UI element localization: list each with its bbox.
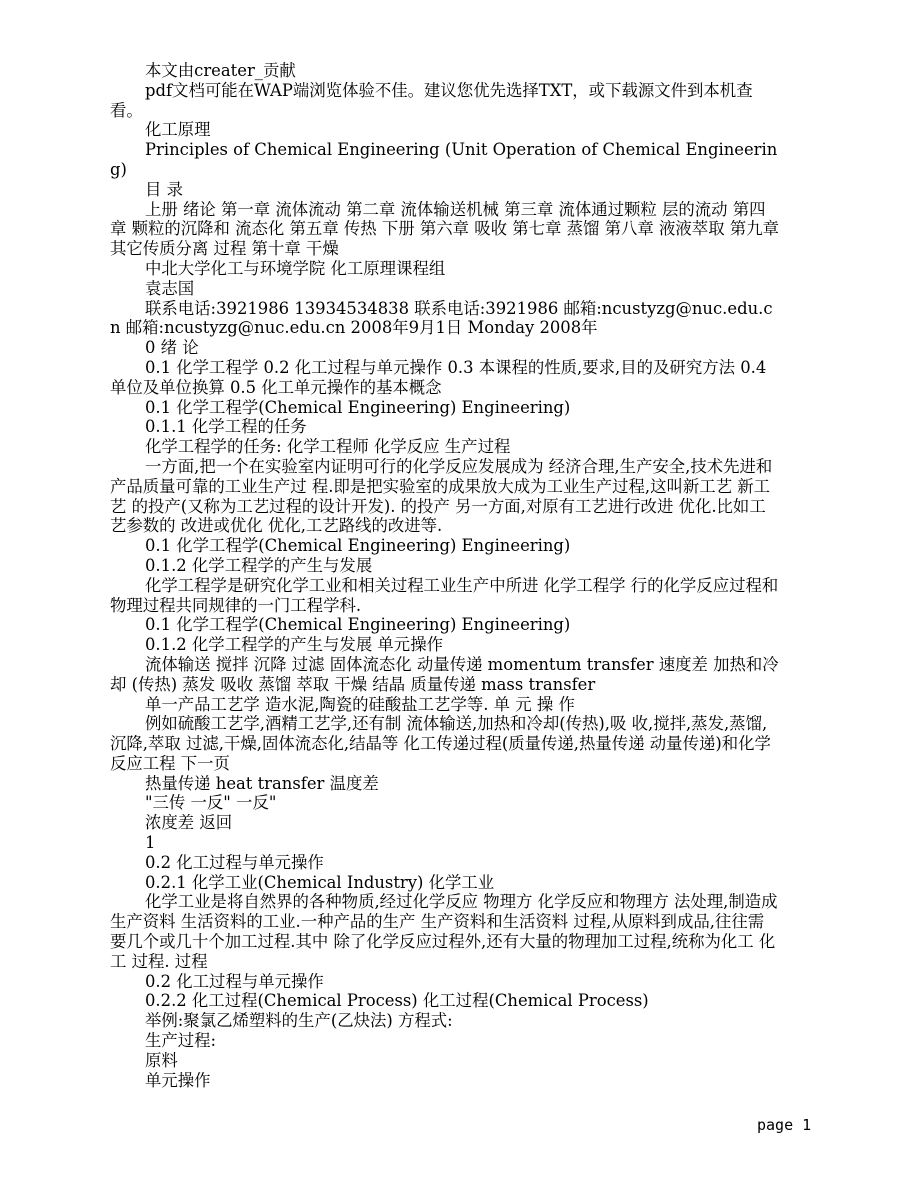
paragraph: 0.1 化学工程学(Chemical Engineering) Engineering) [145,397,571,417]
paragraph: 0.1 化学工程学(Chemical Engineering) Engineering) [145,615,571,635]
paragraph: 0.1.1 化学工程的任务 [145,417,307,437]
paragraph: 上册 绪论 第一章 流体流动 第二章 流体输送机械 第三章 流体通过颗粒 层的流动 第四章 颗粒的沉降和 流态化 第五章 传热 下册 第六章 吸收 第七章 蒸馏 第八章 液液萃取 第九章 其它传质分离 过程 第十章 干燥 [110,199,785,259]
paragraph: 原料 [145,1050,178,1070]
paragraph: 化学工程学是研究化学工业和相关过程工业生产中所进 化学工程学 行的化学反应过程和物理过程共同规律的一门工程学科. [110,575,779,615]
paragraph: 0.1.2 化学工程学的产生与发展 [145,555,373,575]
document-body [110,61,785,1090]
paragraph: 一方面,把一个在实验室内证明可行的化学反应发展成为 经济合理,生产安全,技术先进和产品质量可靠的工业生产过 程.即是把实验室的成果放大成为工业生产过程,这叫新工艺 新工艺 的投产(又称为工艺过程的设计开发). 的投产 另一方面,对原有工艺进行改进 优化.比如工艺参数的 改进或优化 优化,工艺路线的改进等. [110,456,773,536]
paragraph: 0.1 化学工程学(Chemical Engineering) Engineering) [145,536,571,556]
paragraph: "三传 一反" 一反" [145,793,277,813]
paragraph: 0.2.1 化学工业(Chemical Industry) 化学工业 [145,872,495,892]
paragraph: 目 录 [145,179,183,199]
paragraph: 生产过程: [145,1031,217,1051]
paragraph: 中北大学化工与环境学院 化工原理课程组 [145,258,446,278]
paragraph: 化学工程学的任务: 化学工程师 化学反应 生产过程 [145,437,511,457]
paragraph: 联系电话:3921986 13934534838 联系电话:3921986 邮箱:ncustyzg@nuc.edu.cn 邮箱:ncustyzg@nuc.edu.cn 2008年9月1日 Monday 2008年 [110,298,773,338]
paragraph: 例如硫酸工艺学,酒精工艺学,还有制 流体输送,加热和冷却(传热),吸 收,搅拌,蒸发,蒸馏,沉降,萃取 过滤,干燥,固体流态化,结晶等 化工传递过程(质量传递,热量传递 动量传递)和化学反应工程 下一页 [110,714,771,773]
paragraph: 0.2.2 化工过程(Chemical Process) 化工过程(Chemical Process) [145,991,649,1011]
paragraph: 0.2 化工过程与单元操作 [145,852,324,872]
paragraph: 举例:聚氯乙烯塑料的生产(乙炔法) 方程式: [145,1011,453,1031]
page-number: page 1 [757,1116,812,1134]
paragraph: 0 绪 论 [145,338,199,358]
paragraph: 0.1.2 化学工程学的产生与发展 单元操作 [145,635,443,655]
paragraph: 化学工业是将自然界的各种物质,经过化学反应 物理方 化学反应和物理方 法处理,制造成生产资料 生活资料的工业.一种产品的生产 生产资料和生活资料 过程,从原料到成品,往往需要几个或几十个加工过程.其中 除了化学反应过程外,还有大量的物理加工过程,统称为化工 化工 过程. 过程 [110,892,778,971]
paragraph: 热量传递 heat transfer 温度差 [145,773,379,793]
paragraph: 1 [145,833,156,853]
paragraph: 袁志国 [145,278,195,298]
paragraph: 单元操作 [145,1070,211,1090]
paragraph: 单一产品工艺学 造水泥,陶瓷的硅酸盐工艺学等. 单 元 操 作 [145,694,575,714]
paragraph: 流体输送 搅拌 沉降 过滤 固体流态化 动量传递 momentum transfer 速度差 加热和冷却 (传热) 蒸发 吸收 蒸馏 萃取 干燥 结晶 质量传递 mass transfer [110,654,779,694]
paragraph: pdf文档可能在WAP端浏览体验不佳。建议您优先选择TXT，或下载源文件到本机查看。 [110,80,753,120]
paragraph: 0.1 化学工程学 0.2 化工过程与单元操作 0.3 本课程的性质,要求,目的及研究方法 0.4 单位及单位换算 0.5 化工单元操作的基本概念 [110,357,772,397]
paragraph: 浓度差 返回 [145,813,233,833]
paragraph: Principles of Chemical Engineering (Unit Operation of Chemical Engineering) [110,140,778,179]
paragraph: 本文由creater_贡献 [145,61,296,80]
paragraph: 0.2 化工过程与单元操作 [145,971,324,991]
paragraph: 化工原理 [145,120,211,140]
